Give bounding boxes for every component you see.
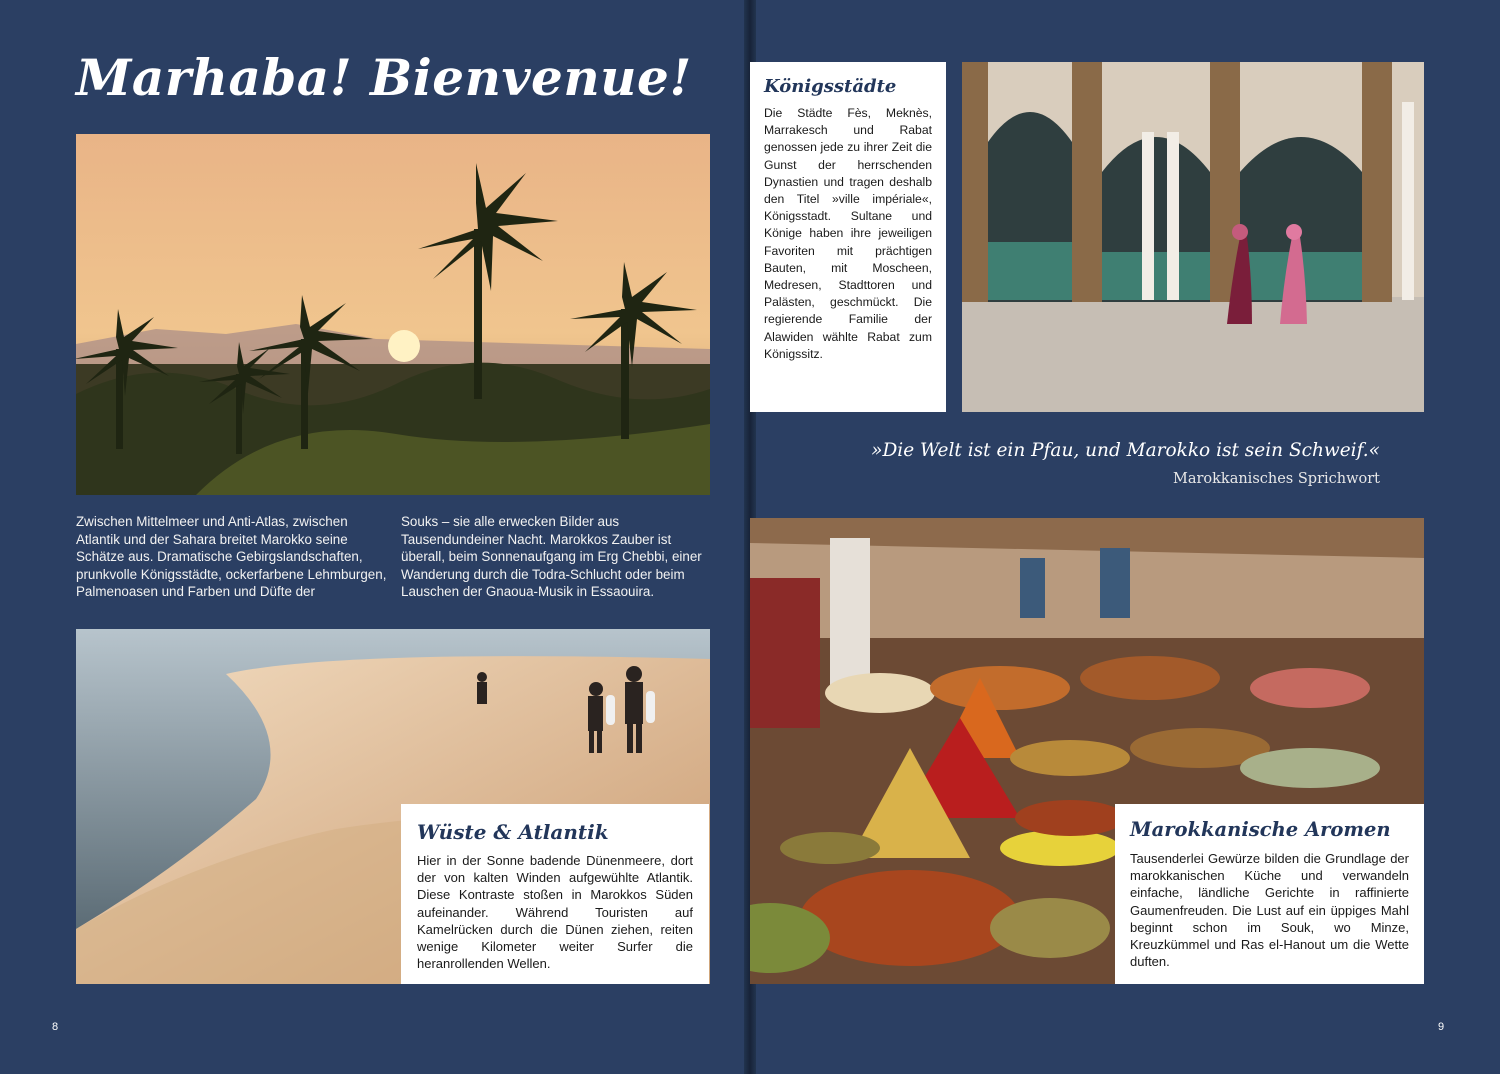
- box-heading: Wüste & Atlantik: [417, 820, 609, 844]
- intro-text-column-2: Souks – sie alle erwecken Bilder aus Tausendundeiner Nacht. Marokkos Zauber ist überall, beim Sonnenaufgang im Erg Chebbi, einer Wanderung durch die Todra-Schlucht oder beim Lauschen der Gnaoua-Musik in Essaouira.: [401, 514, 702, 599]
- info-box-wueste-atlantik: [401, 804, 709, 984]
- box-text: Die Städte Fès, Meknès, Marrakesch und Rabat genossen jede zu ihrer Zeit die Gunst der herrschenden Dynastien und tragen deshalb den Titel »ville impériale«, Königsstadt. Sultane und Könige haben ihre jeweiligen Favoriten mit prächtigen Bauten, mit Moscheen, Medresen, Stadttoren und Palästen, geschmückt. Die regierende Familie der Alawiden wählte Rabat zum Königssitz.: [764, 106, 932, 361]
- box-heading: Königsstädte: [764, 76, 897, 97]
- box-heading: Marokkanische Aromen: [1130, 818, 1391, 841]
- info-box-marokkanische-aromen: [1115, 804, 1424, 984]
- intro-text-column-1: Zwischen Mittelmeer und Anti-Atlas, zwischen Atlantik und der Sahara breitet Marokko seine Schätze aus. Dramatische Gebirgslandschaften, prunkvolle Königsstädte, ockerfarbene Lehmburgen, Palmenoasen und Farben und Düfte der: [76, 514, 387, 599]
- page-number-right: 9: [1438, 1021, 1445, 1033]
- quote-source: Marokkanisches Sprichwort: [1172, 471, 1380, 487]
- page-number-left: 8: [52, 1021, 59, 1033]
- info-box-koenigsstaedte: [750, 62, 946, 412]
- box-text: Tausenderlei Gewürze bilden die Grundlage der marokkanischen Küche und verwandeln einfache, ländliche Gerichte in raffinierte Gaumenfreuden. Die Lust auf ein üppiges Mahl beginnt schon im Souk, wo Minze, Kreuzkümmel und Ras el-Hanout um die Wette duften.: [1130, 851, 1409, 970]
- page-title: Marhaba! Bienvenue!: [76, 48, 692, 107]
- palm-oasis-sunset-photo: [76, 134, 710, 495]
- quote-text: »Die Welt ist ein Pfau, und Marokko ist sein Schweif.«: [871, 440, 1380, 461]
- box-text: Hier in der Sonne badende Dünenmeere, dort der von kalten Winden aufgewühlte Atlantik. Diese Kontraste stoßen in Marokkos Süden aufeinander. Während Touristen auf Kamelrücken durch die Dünen ziehen, reiten wenige Kilometer weiter Surfer die heranrollenden Wellen.: [417, 853, 693, 972]
- mosque-arcade-photo: [962, 62, 1424, 412]
- proverb-quote: [800, 440, 1380, 487]
